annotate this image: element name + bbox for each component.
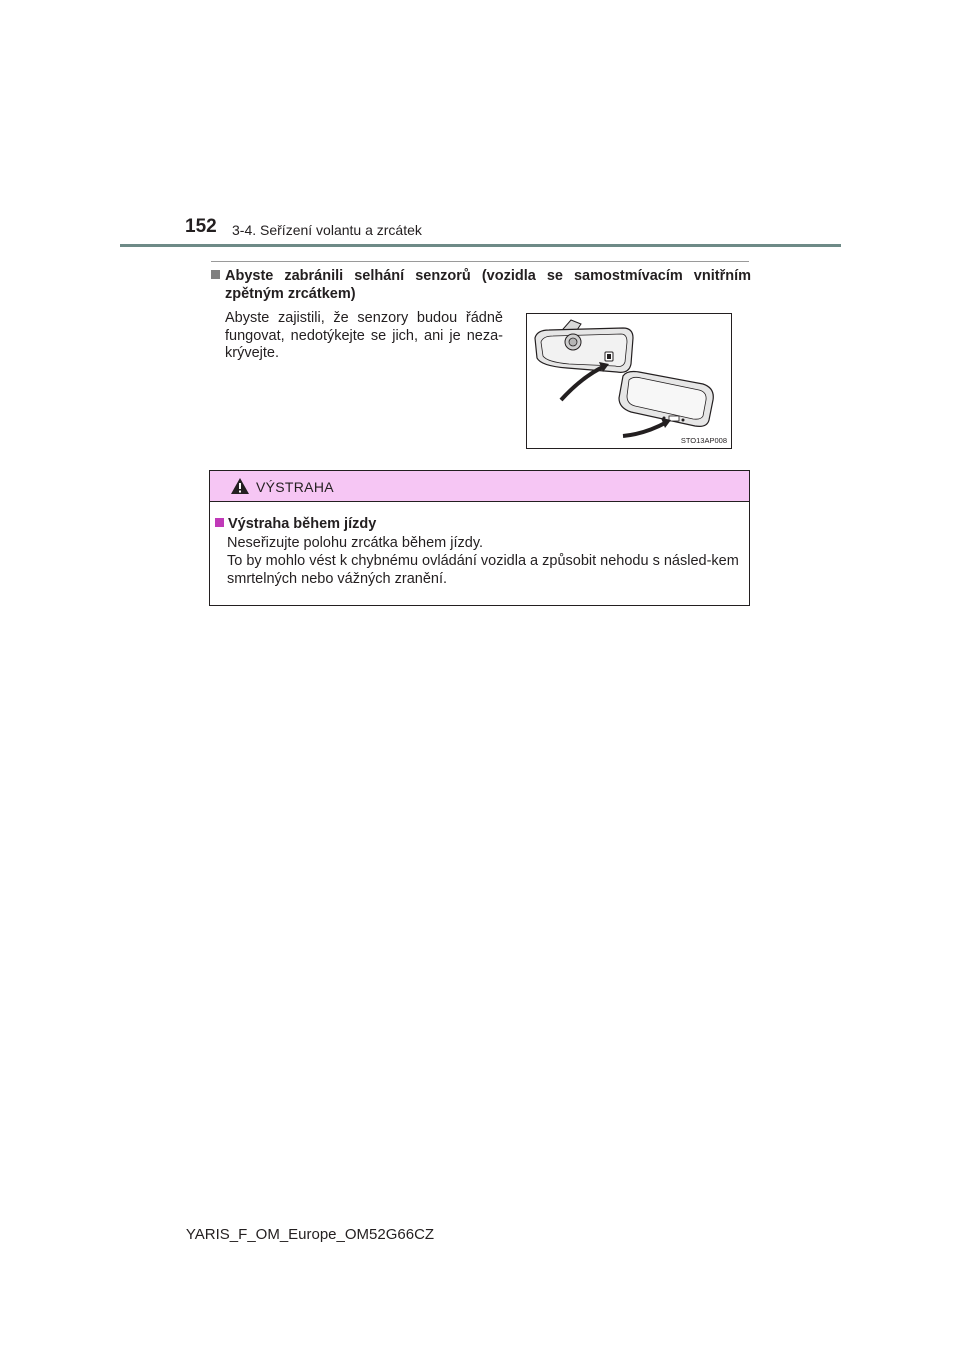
warning-triangle-icon (230, 477, 250, 495)
warning-box (209, 470, 750, 606)
warning-bullet-icon (215, 518, 224, 527)
page-number: 152 (185, 216, 217, 237)
warning-line-1: Neseřizujte polohu zrcátka během jízdy. (227, 535, 484, 551)
heading-line-1: Abyste zabránili selhání senzorů (vozidla se samostmívacím vnitřním (225, 268, 751, 284)
mirror-drawing (527, 314, 733, 450)
figure-code: STO13AP008 (680, 436, 727, 445)
section-divider (211, 261, 749, 262)
warning-label: VÝSTRAHA (256, 479, 334, 495)
heading-line-2: zpětným zrcátkem) (225, 286, 356, 302)
warning-line-2: To by mohlo vést k chybnému ovládání vozidla a způsobit nehodu s násled-kem smrtelných nebo vážných zranění. (227, 553, 739, 587)
section-body: Abyste zajistili, že senzory budou řádně fungovat, nedotýkejte se jich, ani je neza-krývejte. (225, 310, 503, 361)
warning-item-title (215, 516, 376, 532)
warning-text (227, 534, 743, 588)
heading-bullet-icon (211, 270, 220, 279)
header-rule (120, 244, 841, 247)
mirror-sensor-illustration (526, 313, 732, 449)
section-title: 3-4. Seřízení volantu a zrcátek (232, 222, 422, 238)
warning-header (210, 471, 749, 502)
section-heading (211, 267, 751, 286)
document-code: YARIS_F_OM_Europe_OM52G66CZ (185, 1226, 435, 1243)
warning-item-title-text: Výstraha během jízdy (228, 516, 377, 532)
